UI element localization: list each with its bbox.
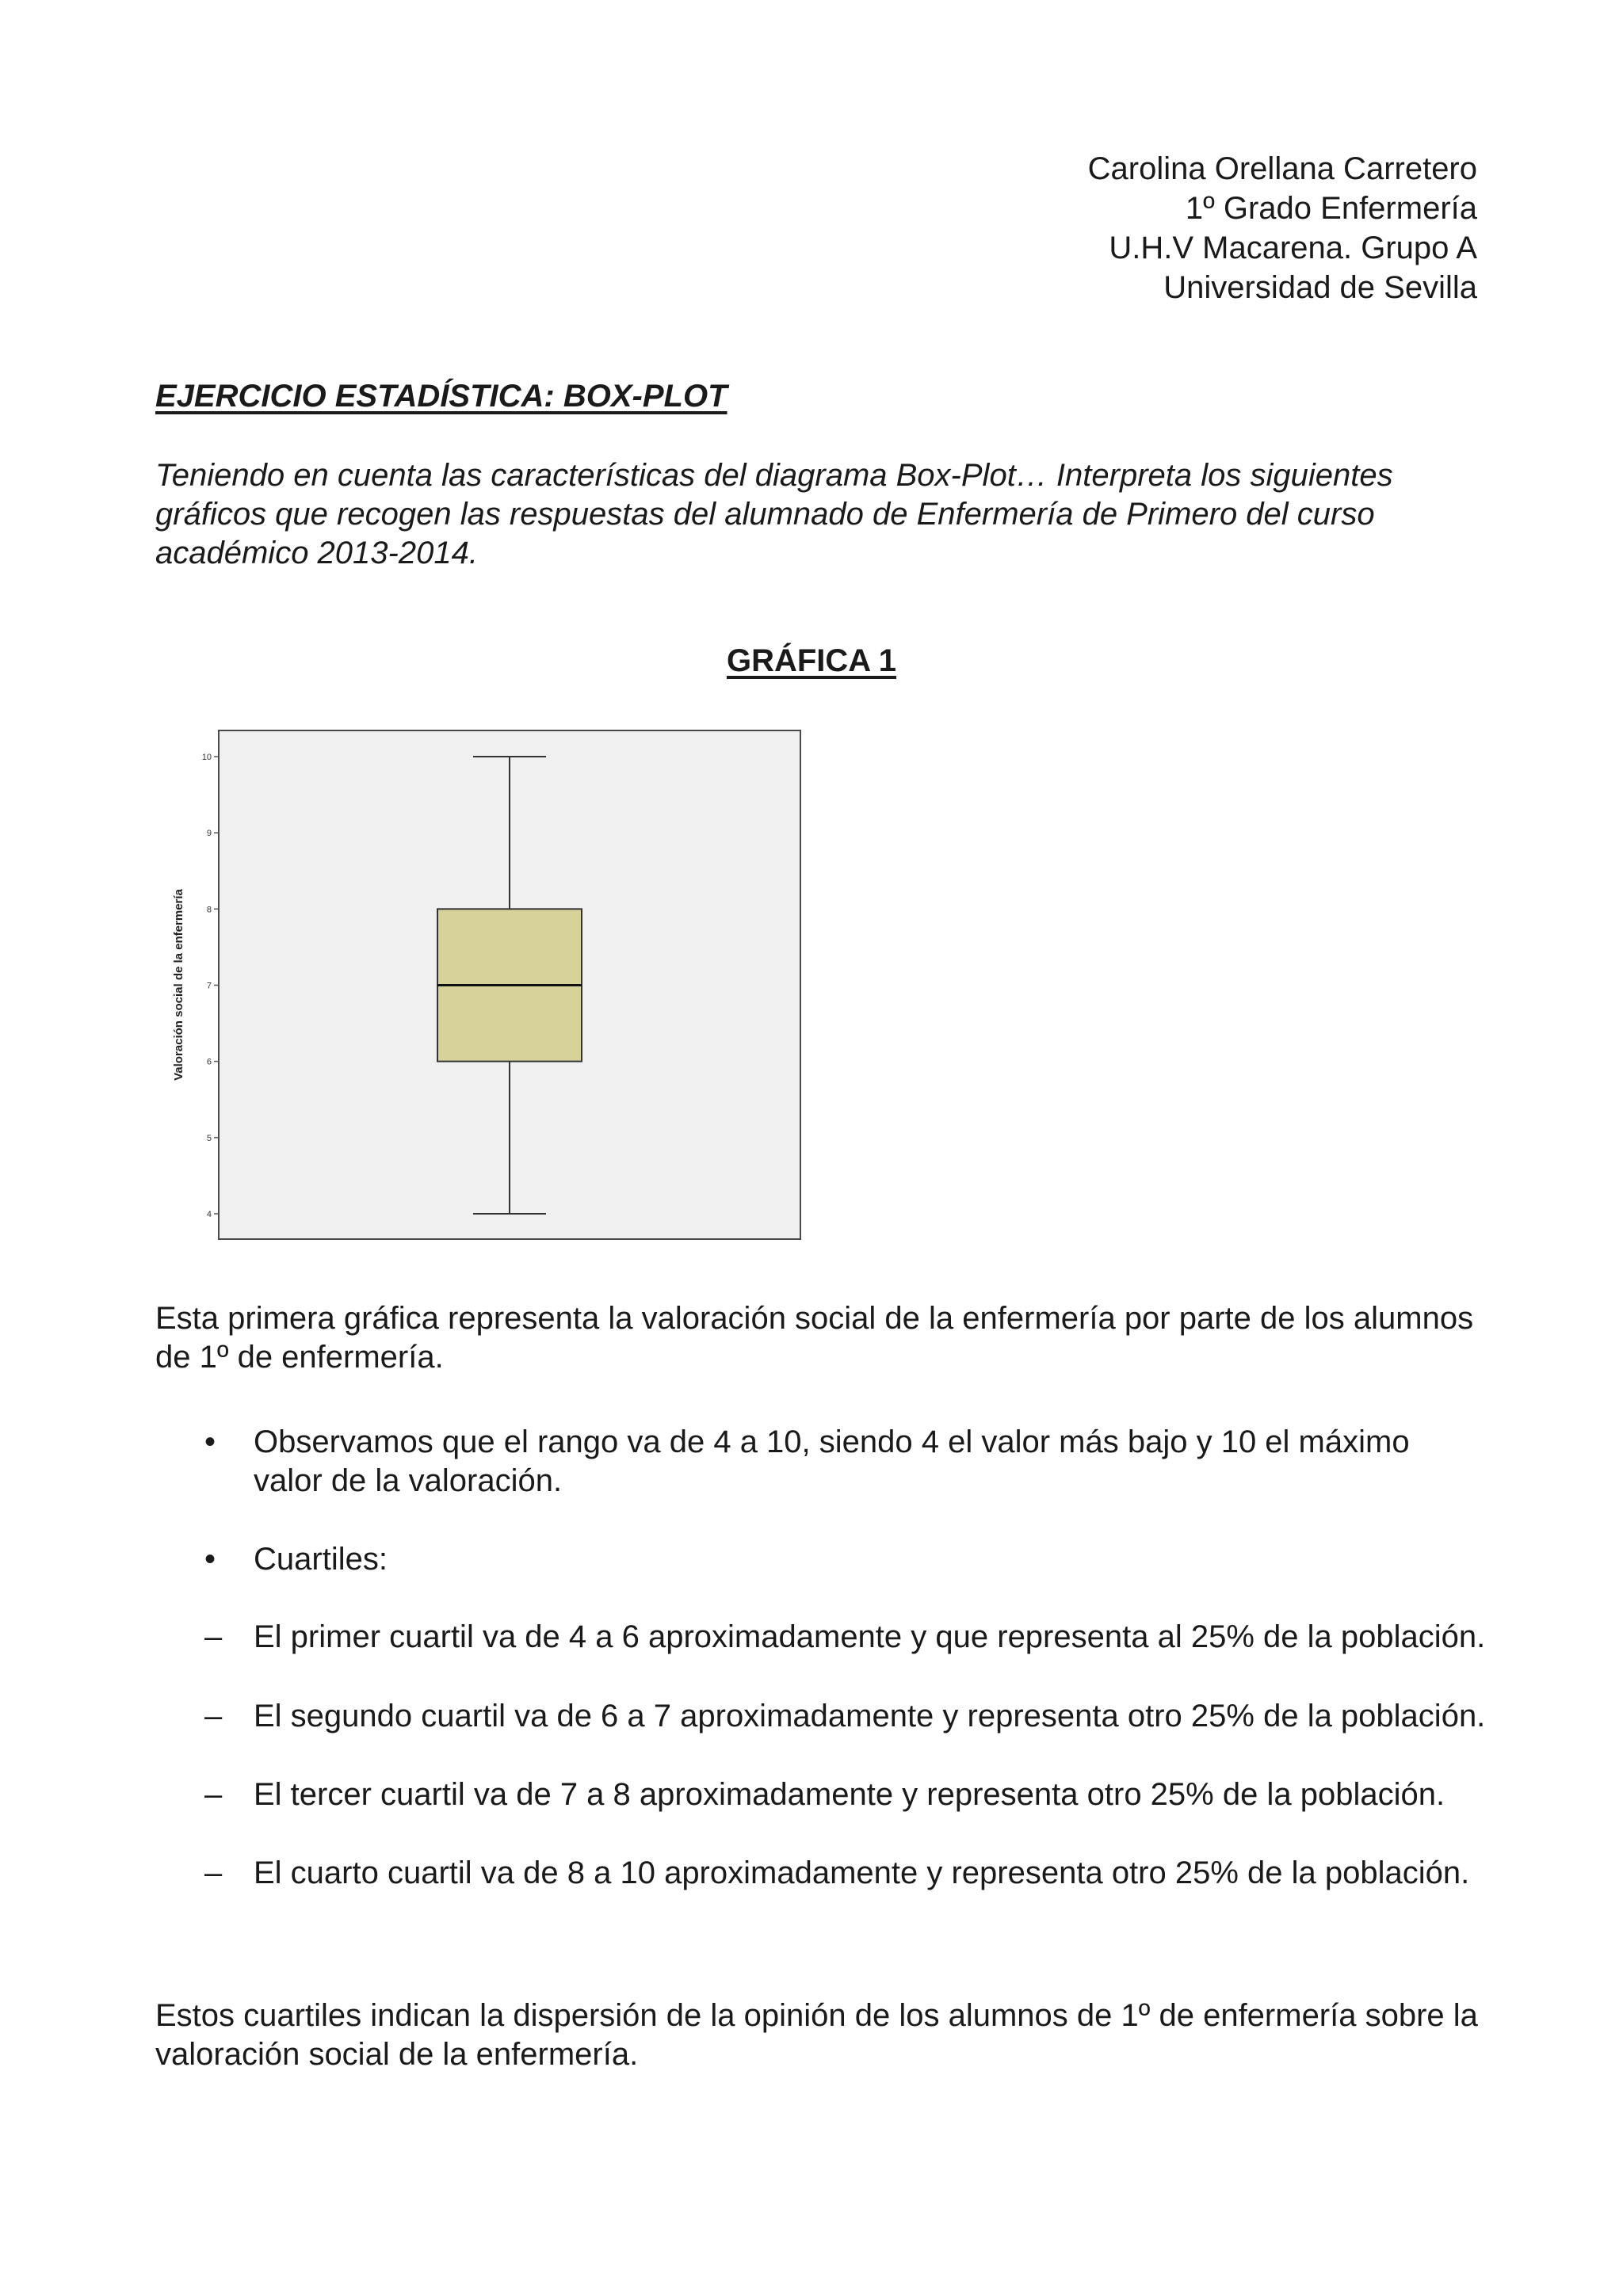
boxplot-chart (158, 713, 808, 1252)
exercise-instructions: Teniendo en cuenta las características del diagrama Box-Plot… Interpreta los siguientes gráficos que recogen las respuestas del alumnado de Enfermería de Primero del curso académico 2013-2014. (155, 458, 1393, 570)
bullet-marker: • (204, 1542, 216, 1577)
y-tick-label: 10 (201, 753, 212, 762)
intro-paragraph: Esta primera gráfica representa la valoración social de la enfermería por parte de los alumnos de 1º de enfermería. (155, 1301, 1474, 1375)
exercise-title: EJERCICIO ESTADÍSTICA: BOX-PLOT (155, 379, 727, 414)
author-name: Carolina Orellana Carretero (1087, 151, 1477, 186)
dash-marker: – (204, 1619, 223, 1654)
y-tick-label: 8 (206, 905, 212, 915)
y-tick-label: 7 (206, 981, 212, 991)
chart-heading: GRÁFICA 1 (726, 643, 897, 678)
dash-marker: – (204, 1855, 223, 1890)
quartile-text: El primer cuartil va de 4 a 6 aproximadamente y que representa al 25% de la población. (254, 1619, 1486, 1654)
quartile-text: El segundo cuartil va de 6 a 7 aproximadamente y representa otro 25% de la población. (254, 1699, 1486, 1733)
author-group: U.H.V Macarena. Grupo A (1109, 231, 1477, 265)
author-course: 1º Grado Enfermería (1185, 191, 1477, 226)
closing-paragraph: Estos cuartiles indican la dispersión de la opinión de los alumnos de 1º de enfermería sobre la valoración social de la enfermería. (155, 1998, 1478, 2072)
y-tick-label: 6 (206, 1057, 212, 1067)
y-axis-ticks (202, 753, 219, 1219)
quartile-text: El cuarto cuartil va de 8 a 10 aproximadamente y representa otro 25% de la población. (254, 1855, 1470, 1890)
y-tick-label: 9 (206, 829, 212, 839)
y-tick-label: 4 (206, 1210, 212, 1219)
author-block (1088, 149, 1477, 307)
boxplot-svg (158, 713, 808, 1252)
dash-marker: – (204, 1777, 223, 1812)
y-axis-label: Valoración social de la enfermería (172, 889, 185, 1081)
quartile-text: El tercer cuartil va de 7 a 8 aproximadamente y representa otro 25% de la población. (254, 1777, 1445, 1812)
y-tick-label: 5 (206, 1133, 212, 1143)
dash-marker: – (204, 1699, 223, 1733)
bullet-marker: • (204, 1425, 216, 1459)
bullet-text: Cuartiles: (254, 1542, 388, 1577)
bullet-text: Observamos que el rango va de 4 a 10, siendo 4 el valor más bajo y 10 el máximo valor de la valoración. (254, 1425, 1410, 1498)
author-university: Universidad de Sevilla (1163, 270, 1477, 305)
